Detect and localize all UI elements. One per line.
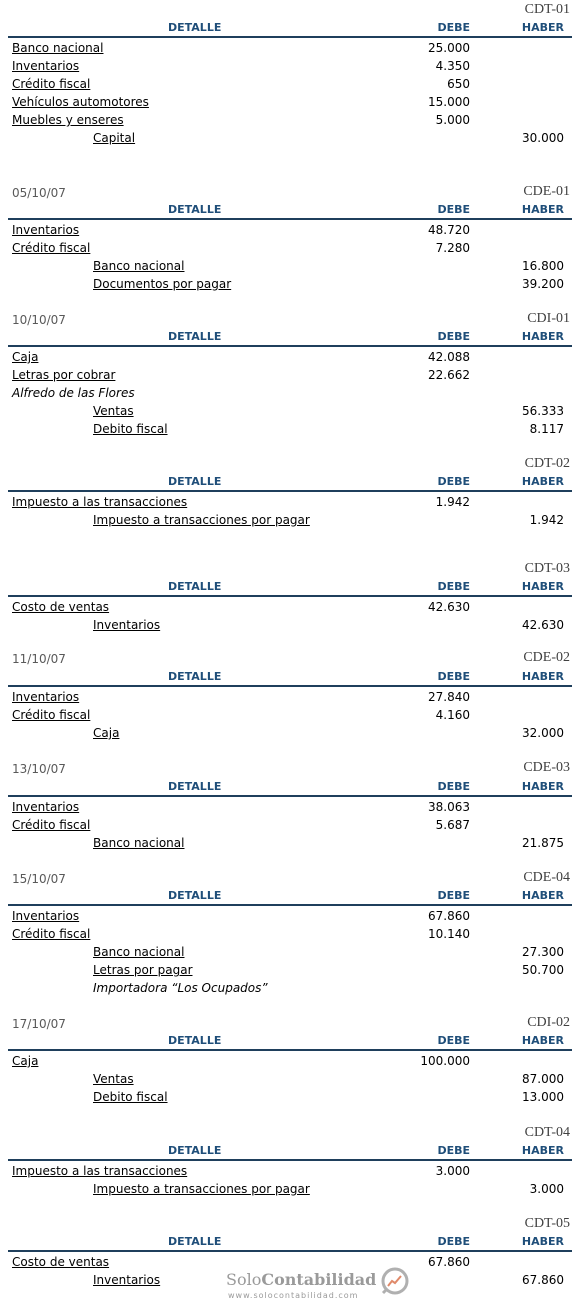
credit-account: Caja xyxy=(93,726,120,740)
header-rule xyxy=(8,904,572,906)
debe-amount: 100.000 xyxy=(420,1054,470,1068)
header-debe: DEBE xyxy=(437,889,470,902)
entry-date: 11/10/07 xyxy=(12,652,66,666)
haber-amount: 1.942 xyxy=(529,513,564,527)
debit-account: Caja xyxy=(12,350,39,364)
haber-amount: 32.000 xyxy=(522,726,564,740)
header-rule xyxy=(8,218,572,220)
header-detalle: DETALLE xyxy=(168,203,222,216)
entry-code: CDE-04 xyxy=(523,870,570,885)
header-haber: HABER xyxy=(521,1235,564,1248)
header-rule xyxy=(8,685,572,687)
header-rule xyxy=(8,1159,572,1161)
header-debe: DEBE xyxy=(437,475,470,488)
debit-account: Inventarios xyxy=(12,800,80,814)
header-debe: DEBE xyxy=(437,203,470,216)
debit-account: Crédito fiscal xyxy=(12,241,91,255)
header-detalle: DETALLE xyxy=(168,1034,222,1047)
debit-account: Inventarios xyxy=(12,59,80,73)
debit-account: Crédito fiscal xyxy=(12,77,91,91)
credit-account: Inventarios xyxy=(93,618,161,632)
debit-account: Vehículos automotores xyxy=(12,95,149,109)
header-haber: HABER xyxy=(521,1034,564,1047)
haber-amount: 8.117 xyxy=(529,422,564,436)
entry-date: 17/10/07 xyxy=(12,1017,66,1031)
debit-account: Letras por cobrar xyxy=(12,368,116,382)
credit-account: Inventarios xyxy=(93,1273,161,1287)
watermark-brand xyxy=(226,1270,376,1290)
debit-account: Crédito fiscal xyxy=(12,927,91,941)
debe-amount: 67.860 xyxy=(428,909,470,923)
debit-account: Inventarios xyxy=(12,690,80,704)
debe-amount: 38.063 xyxy=(428,800,470,814)
header-debe: DEBE xyxy=(437,670,470,683)
debe-amount: 4.160 xyxy=(435,708,470,722)
haber-amount: 13.000 xyxy=(522,1090,564,1104)
debit-account: Crédito fiscal xyxy=(12,818,91,832)
header-debe: DEBE xyxy=(437,1144,470,1157)
entry-code: CDE-01 xyxy=(523,184,570,199)
haber-amount: 39.200 xyxy=(522,277,564,291)
haber-amount: 27.300 xyxy=(522,945,564,959)
credit-account: Banco nacional xyxy=(93,259,185,273)
header-rule xyxy=(8,1049,572,1051)
credit-account: Debito fiscal xyxy=(93,1090,168,1104)
header-rule xyxy=(8,36,572,38)
credit-account: Impuesto a transacciones por pagar xyxy=(93,1182,310,1196)
entry-date: 05/10/07 xyxy=(12,186,66,200)
debe-amount: 42.088 xyxy=(428,350,470,364)
header-haber: HABER xyxy=(521,330,564,343)
debit-account: Inventarios xyxy=(12,909,80,923)
debit-account: Impuesto a las transacciones xyxy=(12,495,188,509)
debe-amount: 67.860 xyxy=(428,1255,470,1269)
haber-amount: 30.000 xyxy=(522,131,564,145)
haber-amount: 42.630 xyxy=(522,618,564,632)
debit-account: Impuesto a las transacciones xyxy=(12,1164,188,1178)
header-rule xyxy=(8,595,572,597)
entry-code: CDT-05 xyxy=(524,1216,570,1231)
debe-amount: 42.630 xyxy=(428,600,470,614)
debit-account: Crédito fiscal xyxy=(12,708,91,722)
header-haber: HABER xyxy=(521,475,564,488)
header-haber: HABER xyxy=(521,670,564,683)
header-detalle: DETALLE xyxy=(168,330,222,343)
header-debe: DEBE xyxy=(437,1235,470,1248)
header-detalle: DETALLE xyxy=(168,21,222,34)
haber-amount: 21.875 xyxy=(522,836,564,850)
haber-amount: 56.333 xyxy=(522,404,564,418)
header-haber: HABER xyxy=(521,203,564,216)
credit-account: Ventas xyxy=(93,1072,134,1086)
header-debe: DEBE xyxy=(437,21,470,34)
header-debe: DEBE xyxy=(437,330,470,343)
haber-amount: 50.700 xyxy=(522,963,564,977)
debe-amount: 1.942 xyxy=(435,495,470,509)
header-rule xyxy=(8,490,572,492)
header-detalle: DETALLE xyxy=(168,1144,222,1157)
debe-amount: 25.000 xyxy=(428,41,470,55)
header-rule xyxy=(8,345,572,347)
credit-account: Documentos por pagar xyxy=(93,277,232,291)
credit-account: Banco nacional xyxy=(93,836,185,850)
debit-account: Inventarios xyxy=(12,223,80,237)
haber-amount: 87.000 xyxy=(522,1072,564,1086)
header-debe: DEBE xyxy=(437,1034,470,1047)
debe-amount: 22.662 xyxy=(428,368,470,382)
debit-account: Banco nacional xyxy=(12,41,104,55)
entry-code: CDI-01 xyxy=(527,311,570,326)
header-debe: DEBE xyxy=(437,580,470,593)
credit-account: Impuesto a transacciones por pagar xyxy=(93,513,310,527)
entry-code: CDT-01 xyxy=(524,2,570,17)
credit-account: Debito fiscal xyxy=(93,422,168,436)
header-detalle: DETALLE xyxy=(168,1235,222,1248)
entry-date: 15/10/07 xyxy=(12,872,66,886)
entry-code: CDE-02 xyxy=(523,650,570,665)
haber-amount: 3.000 xyxy=(529,1182,564,1196)
header-haber: HABER xyxy=(521,1144,564,1157)
header-haber: HABER xyxy=(521,580,564,593)
credit-account: Letras por pagar xyxy=(93,963,193,977)
debe-amount: 3.000 xyxy=(435,1164,470,1178)
entry-code: CDI-02 xyxy=(527,1015,570,1030)
debit-account: Caja xyxy=(12,1054,39,1068)
watermark-url: www.solocontabilidad.com xyxy=(228,1291,359,1300)
header-rule xyxy=(8,795,572,797)
header-detalle: DETALLE xyxy=(168,670,222,683)
entry-date: 13/10/07 xyxy=(12,762,66,776)
magnifier-chart-icon xyxy=(380,1266,410,1296)
header-haber: HABER xyxy=(521,21,564,34)
debe-amount: 650 xyxy=(447,77,470,91)
header-haber: HABER xyxy=(521,889,564,902)
debe-amount: 15.000 xyxy=(428,95,470,109)
debe-amount: 27.840 xyxy=(428,690,470,704)
haber-amount: 16.800 xyxy=(522,259,564,273)
entry-code: CDT-04 xyxy=(524,1125,570,1140)
debe-amount: 5.687 xyxy=(435,818,470,832)
haber-amount: 67.860 xyxy=(522,1273,564,1287)
credit-account: Capital xyxy=(93,131,136,145)
debit-account: Costo de ventas xyxy=(12,600,110,614)
header-detalle: DETALLE xyxy=(168,580,222,593)
watermark-brand-bold: Contabilidad xyxy=(261,1270,377,1289)
header-detalle: DETALLE xyxy=(168,780,222,793)
header-haber: HABER xyxy=(521,780,564,793)
debe-amount: 48.720 xyxy=(428,223,470,237)
watermark-brand-light: Solo xyxy=(226,1270,262,1289)
debe-amount: 10.140 xyxy=(428,927,470,941)
debe-amount: 7.280 xyxy=(435,241,470,255)
entry-note: Importadora “Los Ocupados” xyxy=(93,981,268,995)
debe-amount: 4.350 xyxy=(435,59,470,73)
entry-code: CDT-03 xyxy=(524,561,570,576)
debe-amount: 5.000 xyxy=(435,113,470,127)
entry-date: 10/10/07 xyxy=(12,313,66,327)
debit-account: Muebles y enseres xyxy=(12,113,124,127)
credit-account: Ventas xyxy=(93,404,134,418)
header-rule xyxy=(8,1250,572,1252)
entry-code: CDE-03 xyxy=(523,760,570,775)
debit-account: Costo de ventas xyxy=(12,1255,110,1269)
entry-note: Alfredo de las Flores xyxy=(12,386,135,400)
header-detalle: DETALLE xyxy=(168,889,222,902)
entry-code: CDT-02 xyxy=(524,456,570,471)
credit-account: Banco nacional xyxy=(93,945,185,959)
header-debe: DEBE xyxy=(437,780,470,793)
header-detalle: DETALLE xyxy=(168,475,222,488)
